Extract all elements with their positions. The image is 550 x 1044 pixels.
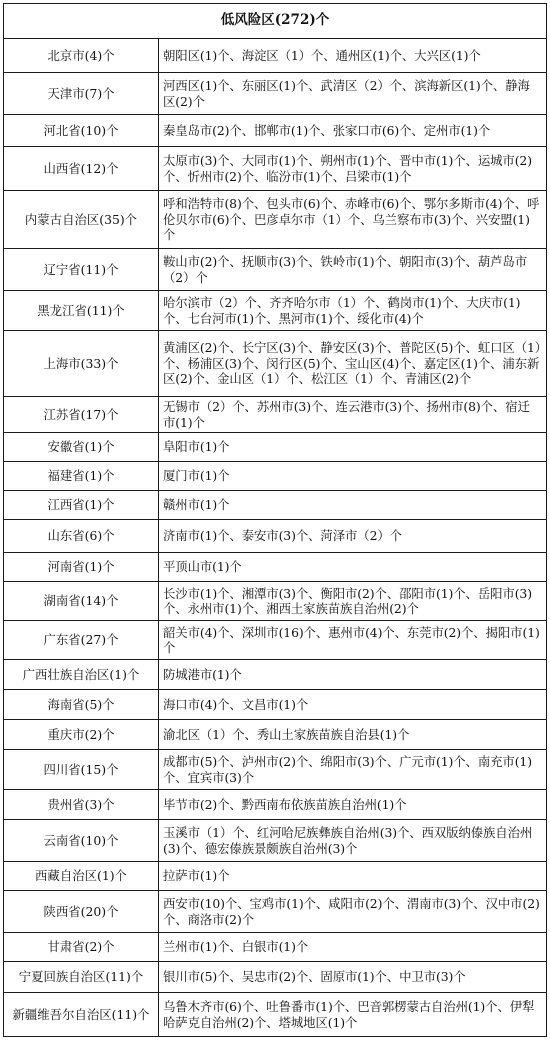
region-cell: 广东省(27)个	[4, 621, 159, 660]
region-cell: 陕西省(20)个	[4, 891, 159, 933]
region-cell: 海南省(5)个	[4, 690, 159, 720]
region-cell: 宁夏回族自治区(11)个	[4, 962, 159, 993]
region-cell: 辽宁省(11)个	[4, 249, 159, 291]
table-row	[4, 690, 547, 720]
region-cell: 四川省(15)个	[4, 750, 159, 790]
region-cell: 甘肃省(2)个	[4, 933, 159, 962]
table-row	[4, 621, 547, 660]
table-row	[4, 433, 547, 462]
region-cell: 黑龙江省(11)个	[4, 291, 159, 331]
table-row	[4, 862, 547, 891]
region-cell: 广西壮族自治区(1)个	[4, 660, 159, 690]
low-risk-area-table	[3, 3, 547, 1037]
cities-cell: 太原市(3)个、大同市(1)个、朔州市(1)个、晋中市(1)个、运城市(2)个、忻州市(2)个、临汾市(1)个、吕梁市(1)个	[159, 147, 547, 191]
table-row	[4, 933, 547, 962]
table-row	[4, 750, 547, 790]
region-cell: 新疆维吾尔自治区(11)个	[4, 993, 159, 1037]
cities-cell: 玉溪市（1）个、红河哈尼族彝族自治州(3)个、西双版纳傣族自治州(3)个、德宏傣族景颇族自治州(3)个	[159, 820, 547, 862]
region-cell: 江苏省(17)个	[4, 397, 159, 433]
cities-cell: 河西区(1)个、东丽区(1)个、武清区（2）个、滨海新区(1)个、静海区(2)个	[159, 73, 547, 115]
cities-cell: 成都市(5)个、泸州市(2)个、绵阳市(3)个、广元市(1)个、南充市(1)个、宜宾市(3)个	[159, 750, 547, 790]
table-row	[4, 462, 547, 491]
cities-cell: 兰州市(1)个、白银市(1)个	[159, 933, 547, 962]
table-row	[4, 249, 547, 291]
region-cell: 天津市(7)个	[4, 73, 159, 115]
table-row	[4, 993, 547, 1037]
table-row	[4, 191, 547, 249]
cities-cell: 济南市(1)个、泰安市(3)个、菏泽市（2）个	[159, 520, 547, 553]
region-cell: 贵州省(3)个	[4, 790, 159, 820]
region-cell: 云南省(10)个	[4, 820, 159, 862]
cities-cell: 毕节市(2)个、黔西南布依族苗族自治州(1)个	[159, 790, 547, 820]
table-header-row	[4, 4, 547, 39]
cities-cell: 韶关市(4)个、深圳市(16)个、惠州市(4)个、东莞市(2)个、揭阳市(1)个	[159, 621, 547, 660]
cities-cell: 呼和浩特市(8)个、包头市(6)个、赤峰市(6)个、鄂尔多斯市(4)个、呼伦贝尔市(6)个、巴彦卓尔市（1）个、乌兰察布市(3)个、兴安盟(1)个	[159, 191, 547, 249]
cities-cell: 西安市(10)个、宝鸡市(1)个、咸阳市(2)个、渭南市(3)个、汉中市(2)个、商洛市(2)个	[159, 891, 547, 933]
region-cell: 重庆市(2)个	[4, 720, 159, 750]
region-cell: 上海市(33)个	[4, 331, 159, 397]
cities-cell: 鞍山市(2)个、抚顺市(3)个、铁岭市(1)个、朝阳市(3)个、葫芦岛市（2）个	[159, 249, 547, 291]
table-title: 低风险区(272)个	[4, 4, 547, 39]
region-cell: 西藏自治区(1)个	[4, 862, 159, 891]
cities-cell: 银川市(5)个、吴忠市(2)个、固原市(1)个、中卫市(3)个	[159, 962, 547, 993]
region-cell: 河北省(10)个	[4, 115, 159, 147]
cities-cell: 厦门市(1)个	[159, 462, 547, 491]
table-row	[4, 582, 547, 621]
region-cell: 山西省(12)个	[4, 147, 159, 191]
table-row	[4, 397, 547, 433]
table-row	[4, 73, 547, 115]
cities-cell: 无锡市（2）个、苏州市(3)个、连云港市(3)个、扬州市(8)个、宿迁市(1)个	[159, 397, 547, 433]
cities-cell: 防城港市(1)个	[159, 660, 547, 690]
table-row	[4, 147, 547, 191]
table-row	[4, 331, 547, 397]
table-row	[4, 491, 547, 520]
region-cell: 内蒙古自治区(35)个	[4, 191, 159, 249]
region-cell: 北京市(4)个	[4, 39, 159, 73]
table-row	[4, 520, 547, 553]
region-cell: 湖南省(14)个	[4, 582, 159, 621]
region-cell: 安徽省(1)个	[4, 433, 159, 462]
cities-cell: 平顶山市(1)个	[159, 553, 547, 582]
table-row	[4, 115, 547, 147]
table-row	[4, 39, 547, 73]
table-row	[4, 291, 547, 331]
cities-cell: 黄浦区(2)个、长宁区(3)个、静安区(3)个、普陀区(5)个、虹口区（1）个、杨浦区(3)个、闵行区(5)个、宝山区(4)个、嘉定区(1)个、浦东新区(2)个、金山区（1）个、松江区（1）个、青浦区(2)个	[159, 331, 547, 397]
table-row	[4, 660, 547, 690]
region-cell: 福建省(1)个	[4, 462, 159, 491]
cities-cell: 哈尔滨市（2）个、齐齐哈尔市（1）个、鹤岗市(1)个、大庆市(1)个、七台河市(1)个、黑河市(1)个、绥化市(4)个	[159, 291, 547, 331]
region-cell: 河南省(1)个	[4, 553, 159, 582]
cities-cell: 乌鲁木齐市(6)个、吐鲁番市(1)个、巴音郭楞蒙古自治州(1)个、伊犁哈萨克自治州(2)个、塔城地区(1)个	[159, 993, 547, 1037]
cities-cell: 阜阳市(1)个	[159, 433, 547, 462]
cities-cell: 秦皇岛市(2)个、邯郸市(1)个、张家口市(6)个、定州市(1)个	[159, 115, 547, 147]
table-row	[4, 790, 547, 820]
cities-cell: 朝阳区(1)个、海淀区（1）个、通州区(1)个、大兴区(1)个	[159, 39, 547, 73]
table-row	[4, 891, 547, 933]
table-row	[4, 962, 547, 993]
cities-cell: 海口市(4)个、文昌市(1)个	[159, 690, 547, 720]
table-row	[4, 820, 547, 862]
cities-cell: 长沙市(1)个、湘潭市(3)个、衡阳市(2)个、邵阳市(1)个、岳阳市(3)个、永州市(1)个、湘西土家族苗族自治州(2)个	[159, 582, 547, 621]
cities-cell: 赣州市(1)个	[159, 491, 547, 520]
cities-cell: 渝北区（1）个、秀山土家族苗族自治县(1)个	[159, 720, 547, 750]
region-cell: 江西省(1)个	[4, 491, 159, 520]
region-cell: 山东省(6)个	[4, 520, 159, 553]
table-row	[4, 720, 547, 750]
table-body	[4, 39, 547, 1037]
table-row	[4, 553, 547, 582]
cities-cell: 拉萨市(1)个	[159, 862, 547, 891]
